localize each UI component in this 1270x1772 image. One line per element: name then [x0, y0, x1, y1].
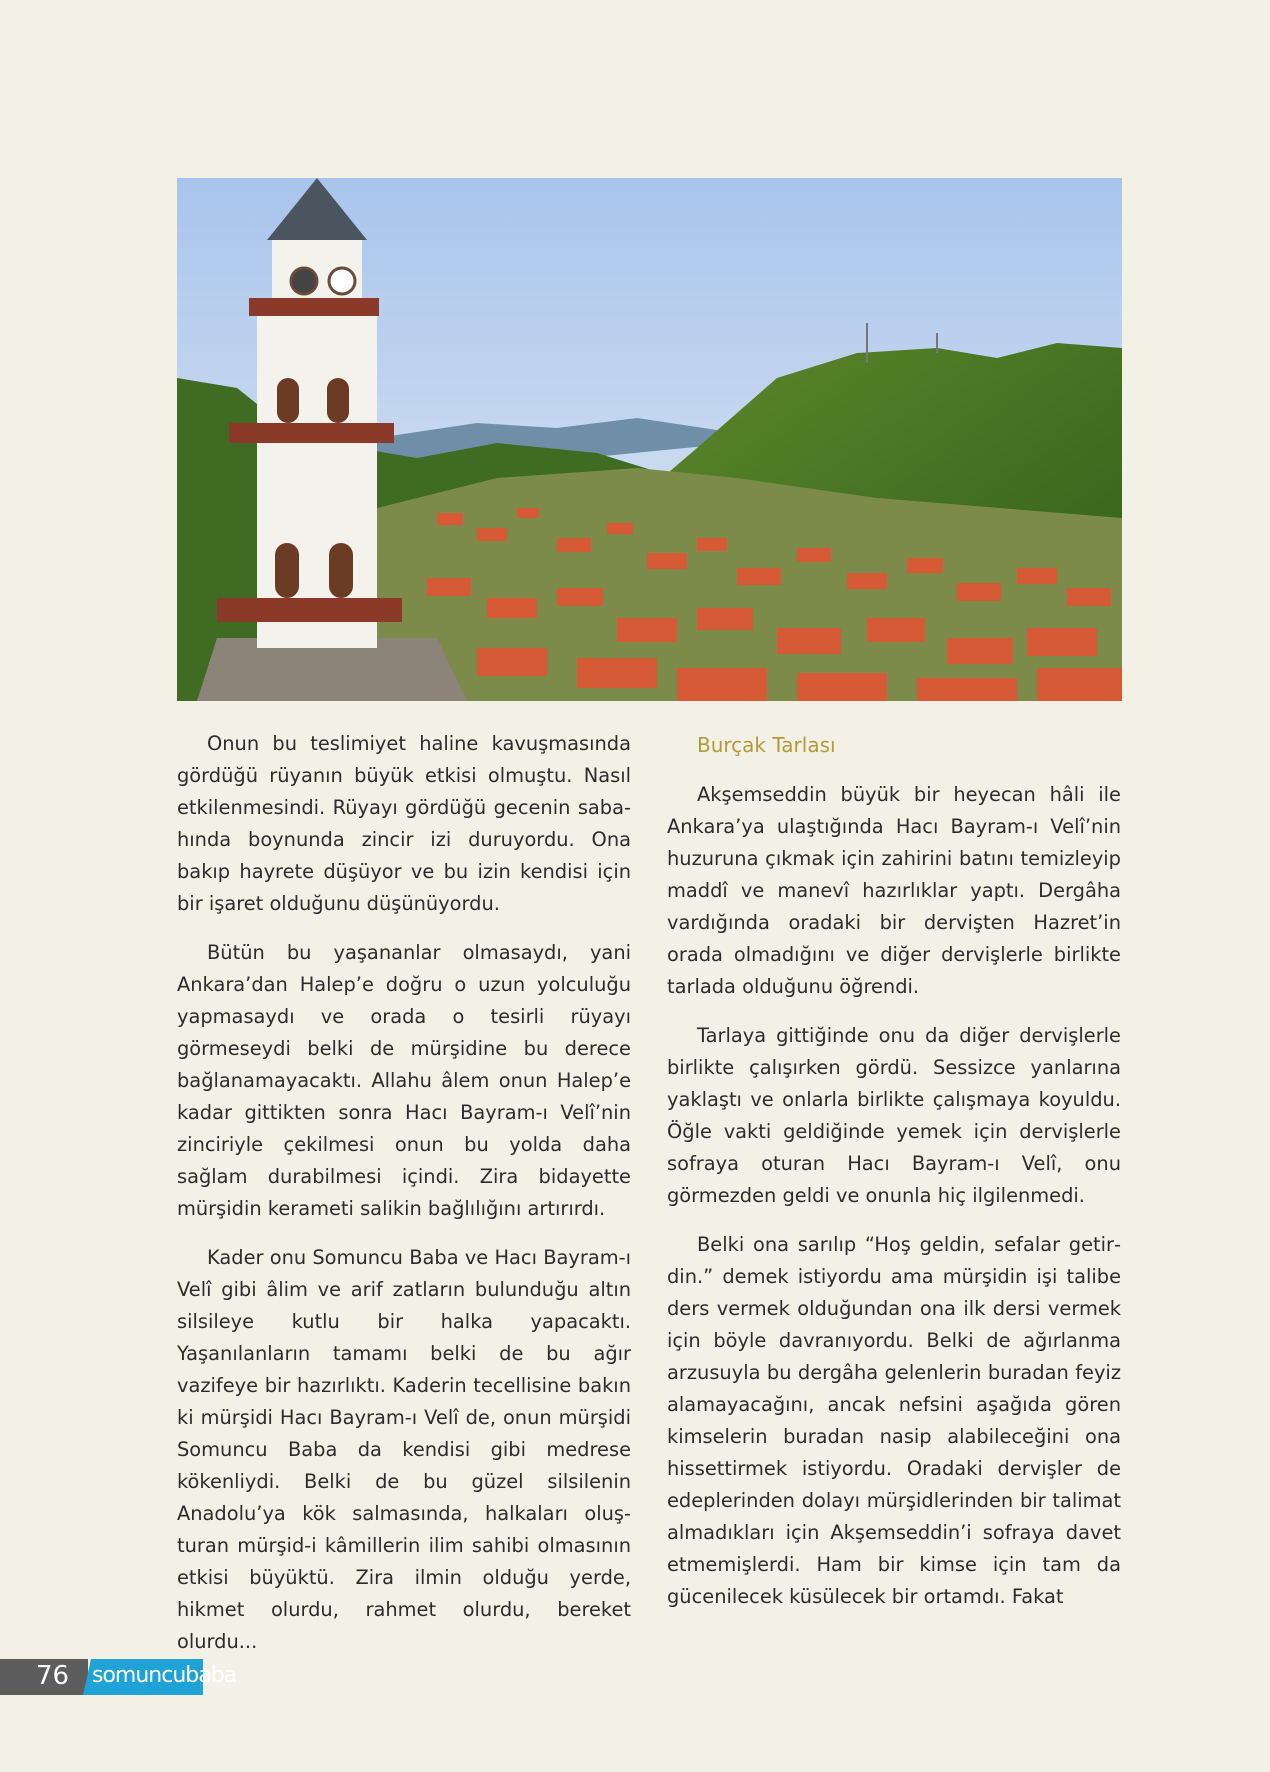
brand-logo-text: somuncubaba	[92, 1663, 237, 1688]
paragraph: Bütün bu yaşananlar olmasaydı, yani Ankara’dan Halep’e doğru o uzun yolculuğu yapmasaydı ve orada o tesirli rüyayı görmeseydi belki de mürşidine bu derece bağlanamayacaktı. Allahu âlem onun Halep’e kadar gittikten sonra Hacı Bayram-ı Velî’nin zinciriyle çekilmesi onun bu yolda daha sağlam durabilmesi içindi. Zira bidayette mürşidin kerameti salikin bağlılığını artırırdı.	[177, 941, 631, 1220]
page-number: 76	[36, 1661, 70, 1691]
town-clock-tower-photo	[177, 178, 1122, 701]
section-heading: Burçak Tarlası	[697, 733, 836, 757]
paragraph: Onun bu teslimiyet haline kavuşmasında gördüğü rüyanın büyük etkisi olmuştu. Nasıl etkilenmesindi. Rüyayı gördüğü gecenin sabahında boynunda zincir izi duruyordu. Ona bakıp hayrete düşüyor ve bu izin kendisi için bir işaret olduğunu düşünüyordu.	[177, 732, 631, 915]
paragraph: Belki ona sarılıp “Hoş geldin, sefalar getirdin.” demek istiyordu ama mürşidin işi talibe ders vermek olduğundan ona ilk dersi vermek için böyle davranıyordu. Belki de ağırlanma arzusuyla bu dergâha gelenlerin buradan feyiz alamayacağını, ancak nefsini aşağıda gören kimselerin buradan nasip alabileceğini ona hissettirmek istiyordu. Oradaki dervişler de edeplerinden dolayı mürşidlerinden bir talimat almadıkları için Akşemseddin’i sofraya davet etmemişlerdi. Ham bir kimse için tam da gücenilecek küsülecek bir ortamdı. Fakat	[667, 1233, 1121, 1608]
page-footer	[0, 1659, 237, 1695]
paragraph: Tarlaya gittiğinde onu da diğer dervişlerle birlikte çalışırken gördü. Sessizce yanlarına yaklaştı ve onlarla birlikte çalışmaya koyuldu. Öğle vakti geldiğinde yemek için dervişlerle sofraya oturan Hacı Bayram-ı Velî, onu görmezden geldi ve onunla hiç ilgilenmedi.	[667, 1024, 1121, 1207]
right-text-column	[667, 728, 1121, 1630]
left-text-column	[177, 728, 631, 1675]
landscape-illustration	[177, 178, 1122, 701]
paragraph: Akşemseddin büyük bir heyecan hâli ile Ankara’ya ulaştığında Hacı Bayram-ı Velî’nin huzuruna çıkmak için zahirini batını temizleyip maddî ve manevî hazırlıklar yaptı. Dergâha vardığında oradaki bir dervişten Hazret’in orada olmadığını ve diğer dervişlerle birlikte tarlada olduğunu öğrendi.	[667, 783, 1121, 998]
paragraph: Kader onu Somuncu Baba ve Hacı Bayram-ı Velî gibi âlim ve arif zatların bulunduğu altın silsileye kutlu bir halka yapacaktı. Yaşanılanların tamamı belki de bu ağır vazifeye bir hazırlıktı. Kaderin tecellisine bakın ki mürşidi Hacı Bayram-ı Velî de, onun mürşidi Somuncu Baba da kendisi gibi medrese kökenliydi. Belki de bu güzel silsilenin Anadolu’ya kök salmasında, halkaları oluşturan mürşid-i kâmillerin ilim sahibi olmasının etkisi büyüktü. Zira ilmin olduğu yerde, hikmet olurdu, rahmet olurdu, bereket olurdu...	[177, 1246, 631, 1653]
